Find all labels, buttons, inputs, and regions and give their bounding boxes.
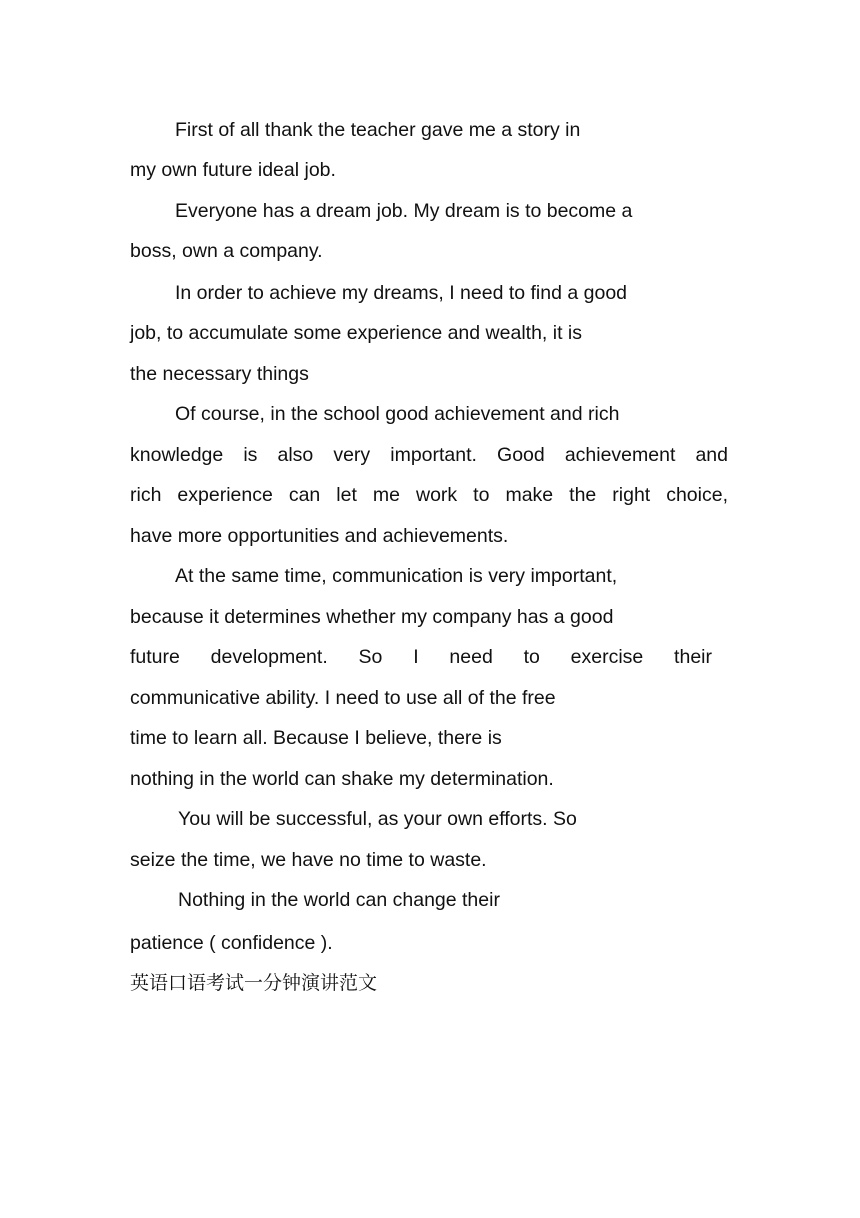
text-line: At the same time, communication is very important, [175,565,618,587]
text-line: future development. So I need to exercise their [130,646,712,668]
text-line: Everyone has a dream job. My dream is to become a [175,200,633,222]
text-line: my own future ideal job. [130,159,336,181]
text-line: seize the time, we have no time to waste. [130,849,487,871]
text-line: have more opportunities and achievements. [130,525,509,547]
text-line: First of all thank the teacher gave me a story in [175,119,581,141]
document-title-cn: 英语口语考试一分钟演讲范文 [130,972,378,994]
text-line: job, to accumulate some experience and wealth, it is [130,322,582,344]
text-line: Nothing in the world can change their [178,889,500,911]
text-line: because it determines whether my company has a good [130,606,614,628]
text-line: Of course, in the school good achievement and rich [175,403,620,425]
text-line: boss, own a company. [130,240,323,262]
text-line: rich experience can let me work to make the right choice, [130,484,728,506]
text-line: communicative ability. I need to use all of the free [130,687,556,709]
text-line: nothing in the world can shake my determination. [130,768,554,790]
text-line: In order to achieve my dreams, I need to find a good [175,282,628,304]
text-line: time to learn all. Because I believe, there is [130,727,502,749]
text-line: You will be successful, as your own efforts. So [178,808,577,830]
text-line: patience ( confidence ). [130,932,333,954]
text-line: the necessary things [130,363,309,385]
text-line: knowledge is also very important. Good achievement and [130,444,728,466]
